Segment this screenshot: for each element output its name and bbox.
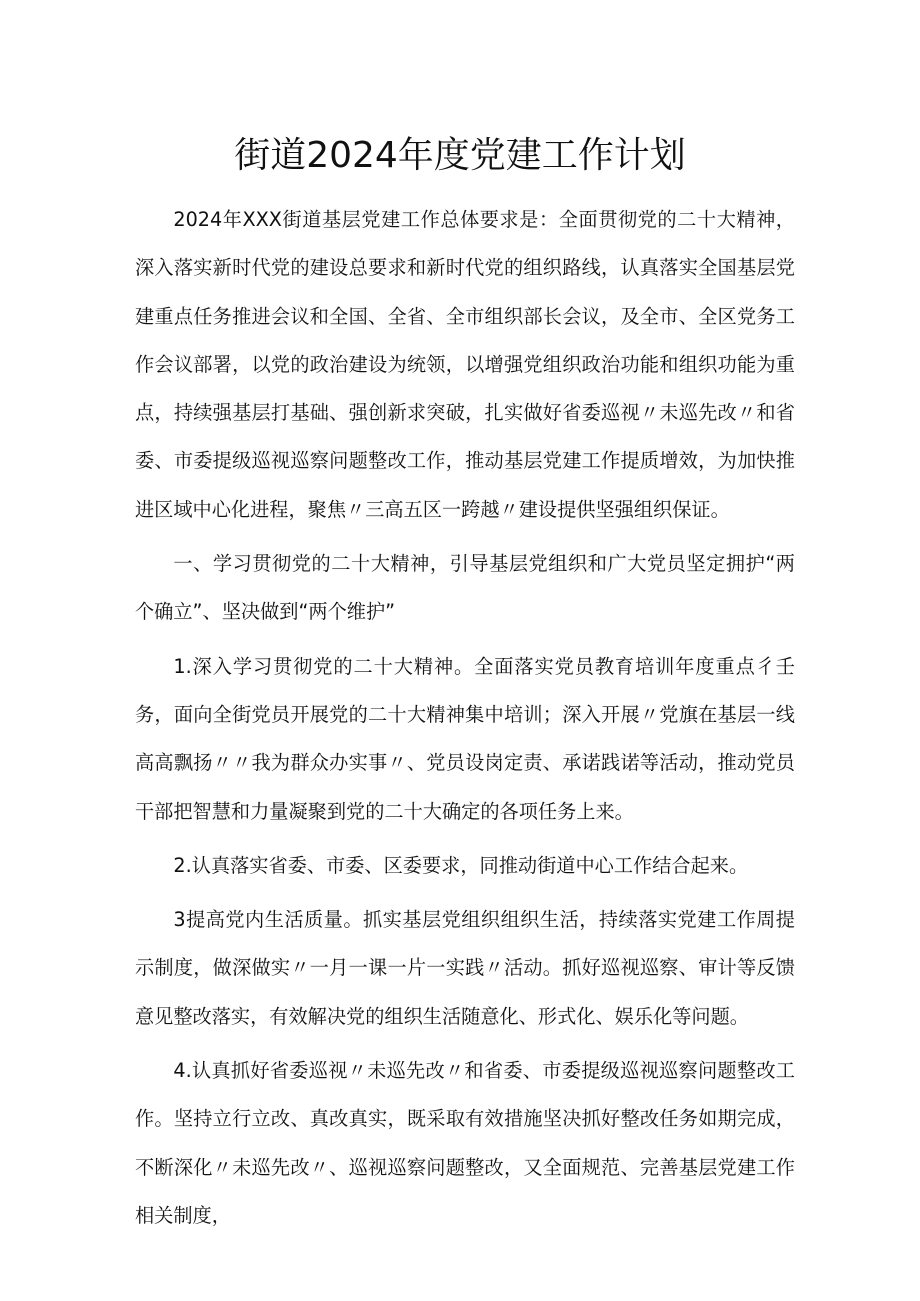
document-title: 街道2024年度党建工作计划 bbox=[234, 135, 686, 176]
document-body bbox=[135, 196, 795, 1242]
paragraph-item-1: 1.深入学习贯彻党的二十大精神。全面落实党员教育培训年度重点彳壬务，面向全街党员开展党的二十大精神集中培训；深入开展〃党旗在基层一线高高飘扬〃〃我为群众办实事〃、党员设岗定责、承诺践诺等活动，推动党员干部把智慧和力量凝聚到党的二十大确定的各项任务上来。 bbox=[135, 654, 795, 823]
section-heading-1: 一、学习贯彻党的二十大精神，引导基层党组织和广大党员坚定拥护“两个确立”、坚决做到“两个维护” bbox=[135, 552, 795, 624]
paragraph-item-3: 3提高党内生活质量。抓实基层党组织组织生活，持续落实党建工作周提示制度，做深做实〃一月一课一片一实践〃活动。抓好巡视巡察、审计等反馈意见整改落实，有效解决党的组织生活随意化、形式化、娱乐化等问题。 bbox=[135, 908, 795, 1028]
paragraph-item-4: 4.认真抓好省委巡视〃未巡先改〃和省委、市委提级巡视巡察问题整改工作。坚持立行立改、真改真实，既采取有效措施坚决抓好整改任务如期完成，不断深化〃未巡先改〃、巡视巡察问题整改，又全面规范、完善基层党建工作相关制度， bbox=[135, 1059, 795, 1227]
paragraph-intro: 2024年XXX街道基层党建工作总体要求是：全面贯彻党的二十大精神，深入落实新时代党的建设总要求和新时代党的组织路线，认真落实全国基层党建重点任务推进会议和全国、全省、全市组织部长会议，及全市、全区党务工作会议部署，以党的政治建设为统领，以增强党组织政治功能和组织功能为重点，持续强基层打基础、强创新求突破，扎实做好省委巡视〃未巡先改〃和省委、市委提级巡视巡察问题整改工作，推动基层党建工作提质增效，为加快推进区域中心化进程，聚焦〃三高五区一跨越〃建设提供坚强组织保证。 bbox=[135, 208, 795, 521]
paragraph-item-2: 2.认真落实省委、市委、区委要求，同推动街道中心工作结合起来。 bbox=[173, 853, 749, 877]
